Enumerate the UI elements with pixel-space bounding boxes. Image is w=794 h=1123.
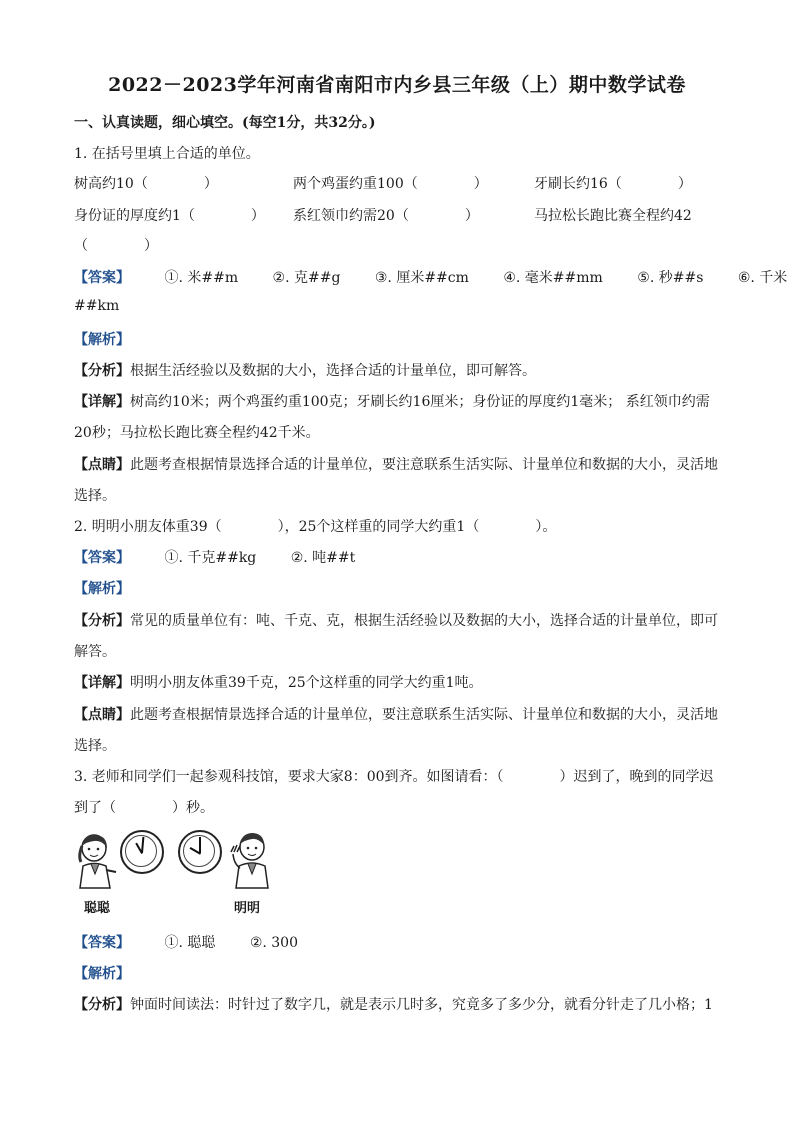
q1-xiangjie (74, 391, 710, 411)
section-heading: 一、认真读题，细心填空。(每空1分，共32分。) (74, 115, 376, 131)
page-title: 2022－2023学年河南省南阳市内乡县三年级（上）期中数学试卷 (108, 74, 686, 96)
answer-4: ④. 毫米##mm (503, 270, 603, 286)
question-1-stem: 1. 在括号里填上合适的单位。 (74, 146, 260, 162)
q1-item-3: 牙刷长约16（ ） (534, 176, 692, 192)
question-3-stem-cont: 到了（ ）秒。 (74, 800, 214, 816)
xiangjie-tag: 【详解】 (74, 394, 130, 410)
analysis-tag: 【解析】 (74, 966, 130, 982)
q2-dianjing-cont: 选择。 (74, 738, 116, 754)
q2-fenxi-cont: 解答。 (74, 644, 116, 660)
dianjing-text: 此题考查根据情景选择合适的计量单位，要注意联系生活实际、计量单位和数据的大小，灵活地 (130, 707, 718, 723)
q3-fenxi (74, 994, 713, 1014)
q1-item-1: 树高约10（ ） (74, 176, 218, 192)
dianjing-text: 此题考查根据情景选择合适的计量单位，要注意联系生活实际、计量单位和数据的大小，灵活地 (130, 457, 718, 473)
answer-tag: 【答案】 (74, 935, 130, 951)
q2-answer-line (74, 547, 355, 567)
boy-illustration (228, 830, 270, 890)
q2-xiangjie (74, 672, 483, 692)
kid-right-label: 明明 (234, 901, 261, 916)
fenxi-text: 常见的质量单位有：吨、千克、克，根据生活经验以及数据的大小，选择合适的计量单位，即可 (130, 613, 718, 629)
q1-item-2: 两个鸡蛋约重100（ ） (293, 176, 488, 192)
analysis-tag: 【解析】 (74, 581, 130, 597)
dianjing-tag: 【点睛】 (74, 457, 130, 473)
answer-6: ⑥. 千米 (737, 270, 788, 286)
girl-illustration (74, 832, 118, 890)
xiangjie-text: 明明小朋友体重39千克，25个这样重的同学大约重1吨。 (130, 675, 483, 691)
answer-1: ①. 聪聪 (164, 935, 216, 951)
question-2-stem: 2. 明明小朋友体重39（ ），25个这样重的同学大约重1（ ）。 (74, 519, 557, 535)
fenxi-tag: 【分析】 (74, 363, 130, 379)
answer-5: ⑤. 秒##s (637, 270, 704, 286)
q1-fenxi (74, 360, 536, 380)
answer-tag: 【答案】 (74, 270, 130, 286)
fenxi-text: 根据生活经验以及数据的大小，选择合适的计量单位，即可解答。 (130, 363, 536, 379)
dianjing-tag: 【点睛】 (74, 707, 130, 723)
answer-1: ①. 千克##kg (164, 550, 257, 566)
q1-item-6-blank: （ ） (74, 238, 158, 254)
clock-icon (120, 830, 164, 874)
fenxi-tag: 【分析】 (74, 997, 130, 1013)
question-3-stem: 3. 老师和同学们一起参观科技馆，要求大家8：00到齐。如图请看：（ ）迟到了，晚到的同学迟 (74, 769, 714, 785)
fenxi-tag: 【分析】 (74, 613, 130, 629)
q1-dianjing (74, 454, 718, 474)
answer-2: ②. 克##g (272, 270, 341, 286)
fenxi-text: 钟面时间读法：时针过了数字几，就是表示几时多，究竟多了多少分，就看分针走了几小格；1 (130, 997, 713, 1013)
answer-2: ②. 300 (249, 935, 298, 951)
answer-1: ①. 米##m (164, 270, 239, 286)
q3-answer-line (74, 932, 298, 952)
q1-item-5: 系红领巾约需20（ ） (293, 208, 479, 224)
q2-dianjing (74, 704, 718, 724)
kid-left-label: 聪聪 (84, 901, 111, 916)
xiangjie-text: 树高约10米；两个鸡蛋约重100克；牙刷长约16厘米；身份证的厚度约1毫米； 系红领巾约需 (130, 394, 710, 410)
q2-fenxi (74, 610, 718, 630)
answer-tag: 【答案】 (74, 550, 130, 566)
xiangjie-tag: 【详解】 (74, 675, 130, 691)
analysis-tag: 【解析】 (74, 332, 130, 348)
answer-2: ②. 吨##t (290, 550, 356, 566)
q1-answer-cont: ##km (74, 298, 120, 314)
q1-dianjing-cont: 选择。 (74, 488, 116, 504)
q1-item-6: 马拉松长跑比赛全程约42 (534, 208, 692, 224)
q1-xiangjie-cont: 20秒；马拉松长跑比赛全程约42千米。 (74, 425, 320, 441)
answer-3: ③. 厘米##cm (374, 270, 469, 286)
clock-icon (178, 830, 222, 874)
q1-answer-line (74, 267, 787, 287)
q1-item-4: 身份证的厚度约1（ ） (74, 208, 265, 224)
